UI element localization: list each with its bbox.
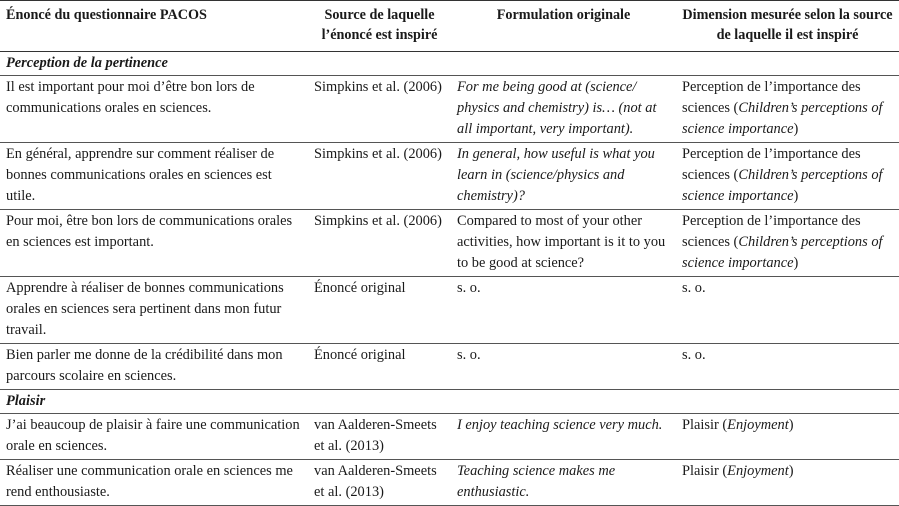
header-statement: Énoncé du questionnaire PACOS [6,7,207,23]
header-original: Formulation originale [496,7,631,23]
dimension-text: s. o. [682,347,706,363]
source-cell: van Aalderen-Smeets et al. (2013) [314,463,437,500]
dimension-text: Perception de l’importance des sciences ( [682,146,861,183]
dimension-cell [676,210,899,277]
dimension-english: Children’s perceptions of science importance [682,100,883,137]
dimension-close: ) [788,417,794,433]
original-cell: In general, how useful is what you learn in (science/physics and chemistry)? [457,146,655,204]
dimension-cell [676,414,899,460]
original-cell: I enjoy teaching science very much. [457,417,663,433]
header-source: Source de laquelle l’énoncé est inspiré [321,7,438,43]
dimension-close: ) [793,255,799,271]
dimension-cell [676,344,899,390]
dimension-text: Plaisir ( [682,463,728,479]
dimension-close: ) [793,188,799,204]
dimension-english: Enjoyment [727,463,789,479]
source-cell: van Aalderen-Smeets et al. (2013) [314,417,437,454]
table-row [0,143,899,210]
section-title: Plaisir [6,393,46,409]
dimension-close: ) [788,463,794,479]
dimension-cell [676,460,899,506]
dimension-close: ) [793,121,799,137]
dimension-english: Children’s perceptions of science importance [682,167,883,204]
statement-cell: Bien parler me donne de la crédibilité dans mon parcours scolaire en sciences. [6,347,283,384]
statement-cell: Il est important pour moi d’être bon lors de communications orales en sciences. [6,79,255,116]
header-dimension: Dimension mesurée selon la source de laquelle il est inspiré [682,7,893,43]
dimension-text: Perception de l’importance des sciences ( [682,213,861,250]
table-row [0,414,899,460]
table-row [0,76,899,143]
section-title: Perception de la pertinence [6,55,168,71]
table-row [0,460,899,506]
table-row [0,210,899,277]
source-cell: Énoncé original [314,347,406,363]
section-row [0,52,899,76]
statement-cell: Apprendre à réaliser de bonnes communications orales en sciences sera pertinent dans mon futur travail. [6,280,284,338]
statement-cell: Réaliser une communication orale en sciences me rend enthousiaste. [6,463,293,500]
dimension-text: Plaisir ( [682,417,728,433]
dimension-english: Children’s perceptions of science importance [682,234,883,271]
header-row [0,1,899,52]
table-row [0,344,899,390]
original-cell: s. o. [457,347,481,363]
dimension-cell [676,277,899,344]
dimension-text: Perception de l’importance des sciences ( [682,79,861,116]
section-row [0,390,899,414]
source-cell: Simpkins et al. (2006) [314,146,442,162]
original-cell: s. o. [457,280,481,296]
dimension-english: Enjoyment [727,417,789,433]
table-row [0,277,899,344]
original-cell: Compared to most of your other activities, how important is it to you to be good at science? [457,213,666,271]
original-cell: Teaching science makes me enthusiastic. [457,463,616,500]
source-cell: Énoncé original [314,280,406,296]
source-cell: Simpkins et al. (2006) [314,79,442,95]
dimension-text: s. o. [682,280,706,296]
statement-cell: En général, apprendre sur comment réaliser de bonnes communications orales en sciences est utile. [6,146,275,204]
dimension-cell [676,143,899,210]
dimension-cell [676,76,899,143]
original-cell: For me being good at (science/ physics and chemistry) is… (not at all important, very important). [457,79,657,137]
statement-cell: J’ai beaucoup de plaisir à faire une communication orale en sciences. [6,417,300,454]
statement-cell: Pour moi, être bon lors de communications orales en sciences est important. [6,213,293,250]
source-cell: Simpkins et al. (2006) [314,213,442,229]
